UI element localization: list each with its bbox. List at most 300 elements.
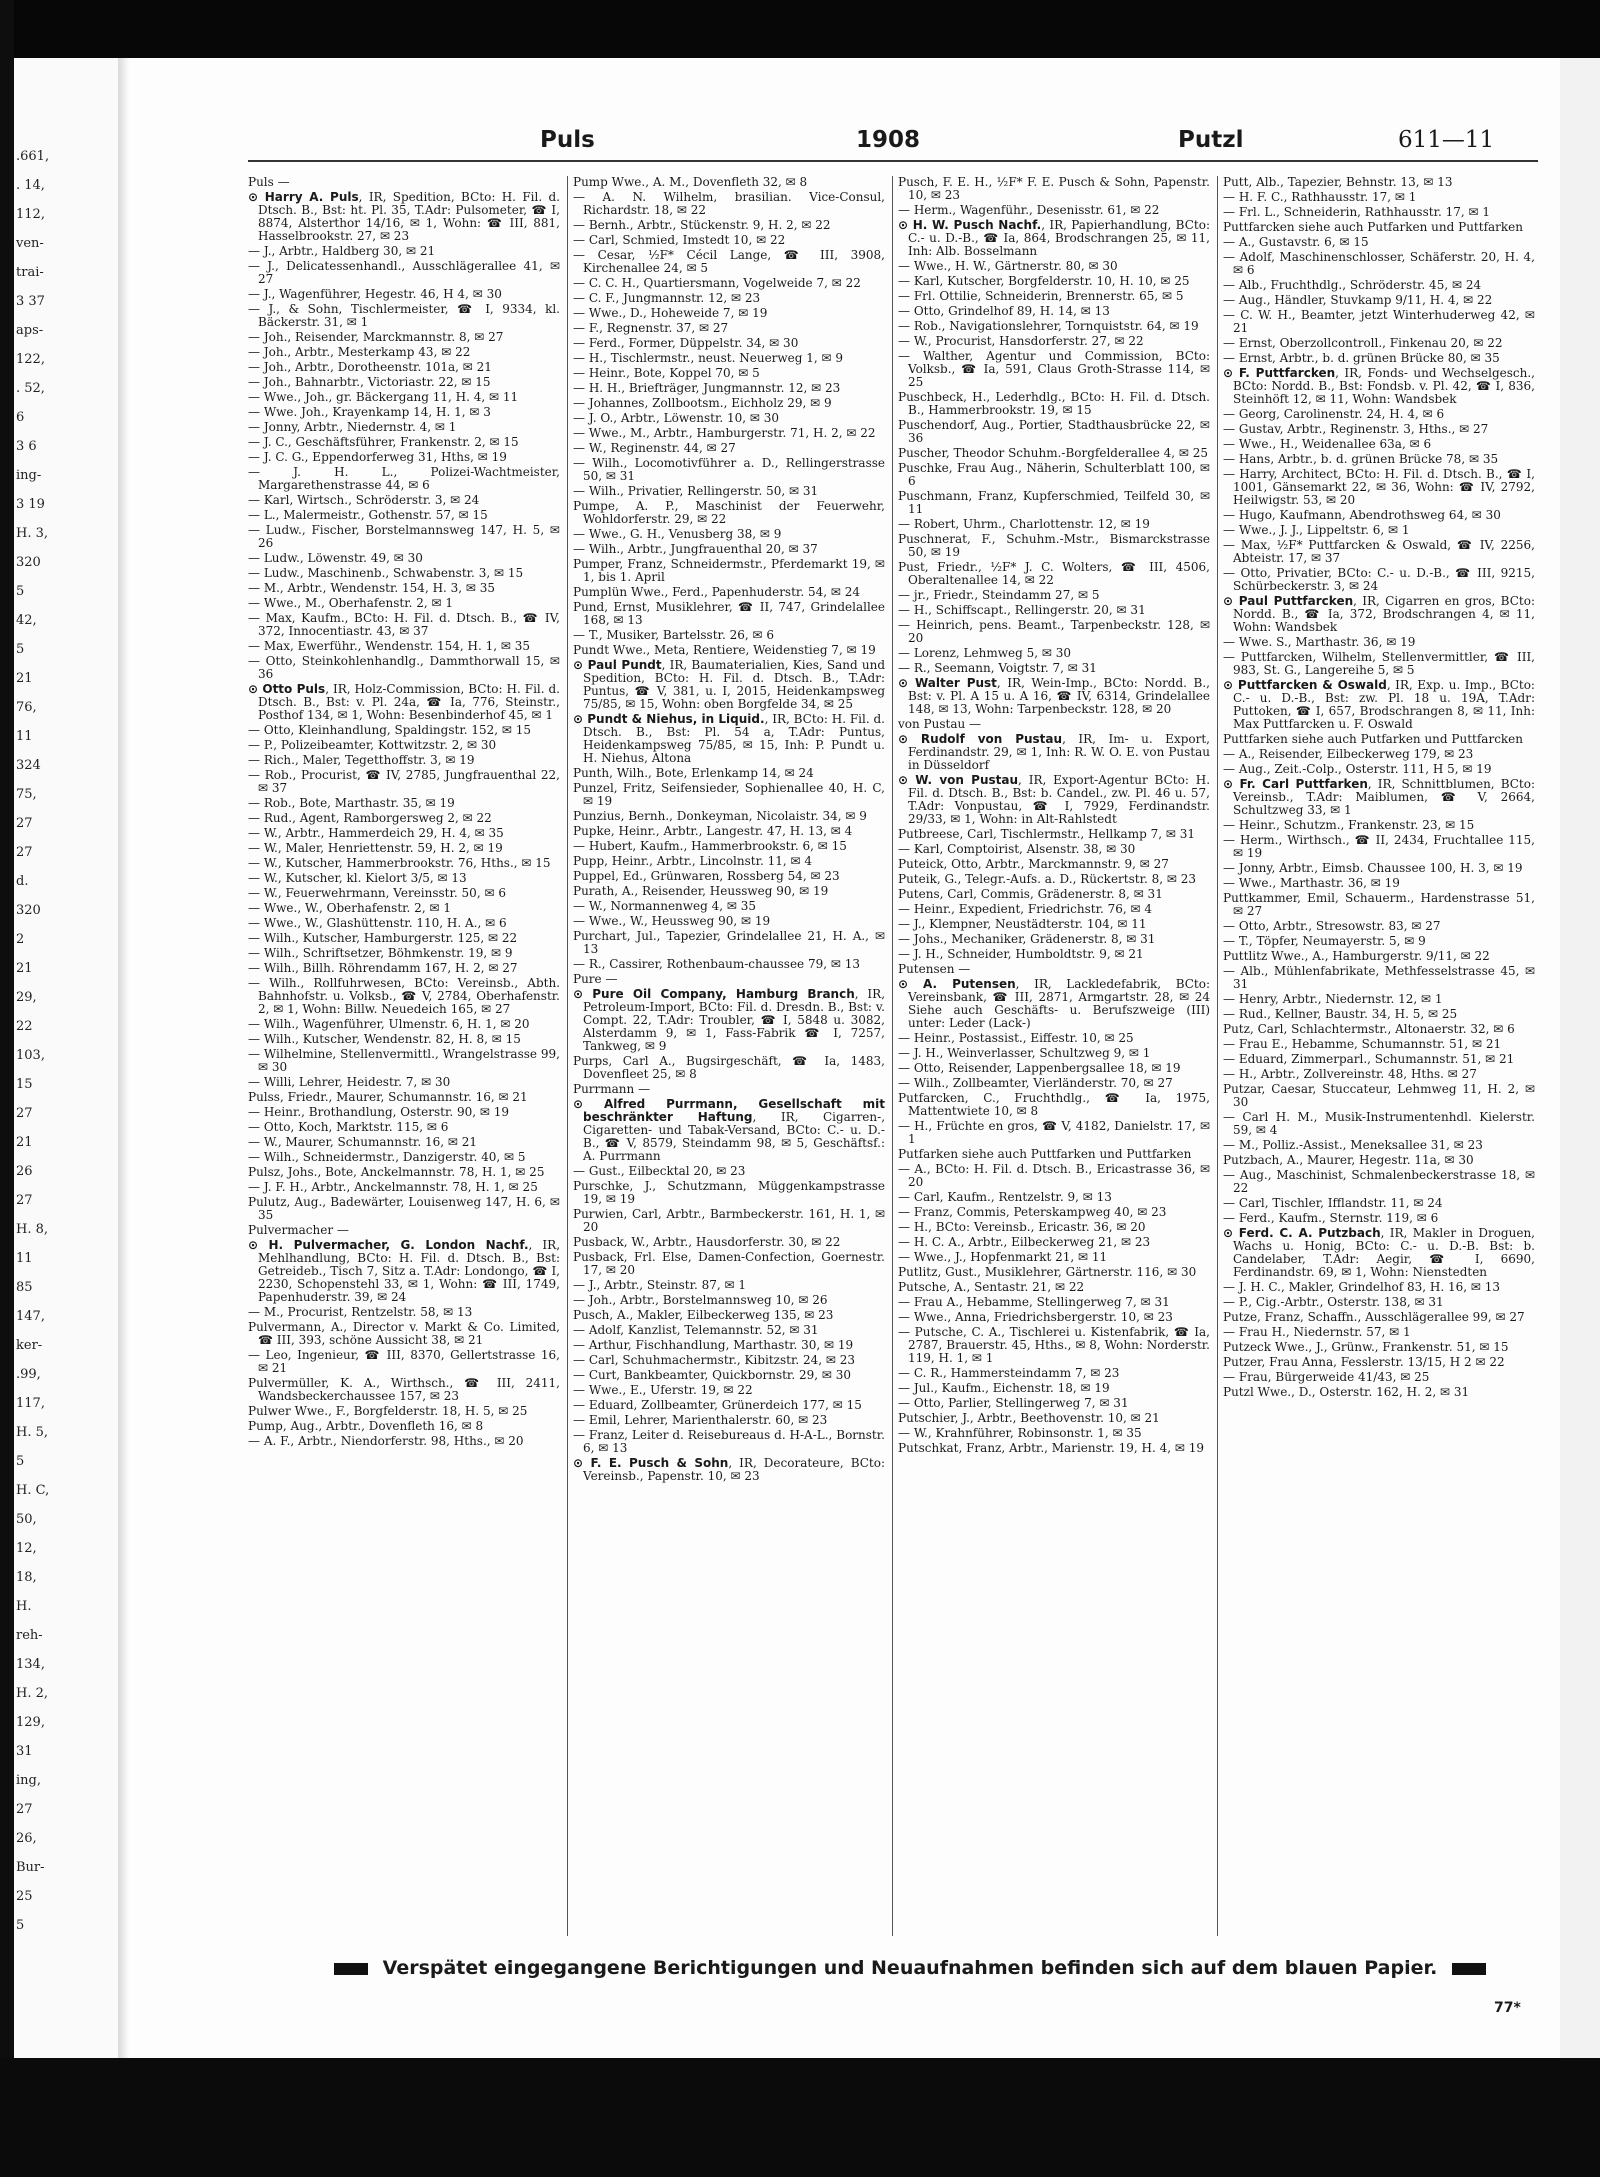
previous-page-fragment: 27	[16, 845, 33, 860]
previous-page-fragment: 27	[16, 816, 33, 831]
directory-entry: — A. N. Wilhelm, brasilian. Vice-Consul, Richardstr. 18, ✉ 22	[573, 190, 885, 217]
directory-entry: — Wwe., W., Heussweg 90, ✉ 19	[573, 914, 771, 928]
previous-page-fragment: ven-	[16, 236, 44, 251]
directory-entry: Purath, A., Reisender, Heussweg 90, ✉ 19	[573, 884, 829, 898]
directory-entry: Puppel, Ed., Grünwaren, Rossberg 54, ✉ 23	[573, 869, 840, 883]
directory-entry: — Hans, Arbtr., b. d. grünen Brücke 78, ✉ 35	[1223, 452, 1499, 466]
directory-entry: — Ernst, Oberzollcontroll., Finkenau 20, ✉ 22	[1223, 336, 1503, 350]
directory-entry: — H. H., Briefträger, Jungmannstr. 12, ✉ 23	[573, 381, 841, 395]
directory-entry: Pumplün Wwe., Ferd., Papenhuderstr. 54, ✉ 24	[573, 585, 860, 599]
directory-entry: ⊙ F. E. Pusch & Sohn, IR, Decorateure, BCto: Vereinsb., Papenstr. 10, ✉ 23	[573, 1456, 885, 1483]
directory-entry: — Wilh., Kutscher, Wendenstr. 82, H. 8, ✉ 15	[248, 1032, 521, 1046]
previous-page-fragment: 3 6	[16, 439, 37, 454]
directory-entry: — Cesar, ½F* Cécil Lange, ☎ III, 3908, Kirchenallee 24, ✉ 5	[573, 248, 885, 275]
previous-page-fragment: H. 2,	[16, 1686, 49, 1701]
directory-entry: ⊙ W. von Pustau, IR, Export-Agentur BCto: H. Fil. d. Dtsch. B., Bst: b. Candel., zw. Pl. 46 u. 57, T.Adr: Vonpustau, ☎ I, 7929, Ferdinandstr. 29/33, ✉ 1, Wohn: in Alt-Rahlstedt	[898, 773, 1210, 826]
directory-entry: Puttkammer, Emil, Schauerm., Hardenstrasse 51, ✉ 27	[1223, 891, 1535, 918]
directory-entry: — Rob., Procurist, ☎ IV, 2785, Jungfrauenthal 22, ✉ 37	[248, 768, 560, 795]
directory-entry: — W., Feuerwehrmann, Vereinsstr. 50, ✉ 6	[248, 886, 506, 900]
directory-entry: ⊙ A. Putensen, IR, Lackledefabrik, BCto: Vereinsbank, ☎ III, 2871, Armgartstr. 28, ✉ 24 Siehe auch Geschäfts- u. Berufszweige (III) unter: Leder (Lack-)	[898, 977, 1210, 1030]
directory-entry: Pund, Ernst, Musiklehrer, ☎ II, 747, Grindelallee 168, ✉ 13	[573, 600, 885, 627]
directory-entry: — J., Klempner, Neustädterstr. 104, ✉ 11	[898, 917, 1147, 931]
directory-entry: — M., Procurist, Rentzelstr. 58, ✉ 13	[248, 1305, 473, 1319]
directory-entry: Putzer, Frau Anna, Fesslerstr. 13/15, H 2 ✉ 22	[1223, 1355, 1505, 1369]
directory-entry: — Aug., Händler, Stuvkamp 9/11, H. 4, ✉ 22	[1223, 293, 1493, 307]
previous-page-fragment: .99,	[16, 1367, 41, 1382]
directory-entry: ⊙ F. Puttfarcken, IR, Fonds- und Wechselgesch., BCto: Nordd. B., Bst: Fondsb. v. Pl. 42, ☎ I, 836, Steinhöft 12, ✉ 11, Wohn: Wandsbek	[1223, 366, 1535, 406]
directory-entry: — Eduard, Zimmerparl., Schumannstr. 51, ✉ 21	[1223, 1052, 1515, 1066]
directory-entry: — Wilh., Wagenführer, Ulmenstr. 6, H. 1, ✉ 20	[248, 1017, 530, 1031]
directory-entry: — Wwe., M., Arbtr., Hamburgerstr. 71, H. 2, ✉ 22	[573, 426, 876, 440]
directory-entry: — W., Maler, Henriettenstr. 59, H. 2, ✉ 19	[248, 841, 503, 855]
directory-entry: — Joh., Bahnarbtr., Victoriastr. 22, ✉ 15	[248, 375, 491, 389]
directory-entry: — C. W. H., Beamter, jetzt Winterhuderweg 42, ✉ 21	[1223, 308, 1535, 335]
directory-entry: Putzar, Caesar, Stuccateur, Lehmweg 11, H. 2, ✉ 30	[1223, 1082, 1535, 1109]
directory-entry: — Max, Ewerführ., Wendenstr. 154, H. 1, ✉ 35	[248, 639, 531, 653]
directory-entry: Putbreese, Carl, Tischlermstr., Hellkamp 7, ✉ 31	[898, 827, 1195, 841]
directory-entry: — Ludw., Maschinenb., Schwabenstr. 3, ✉ 15	[248, 566, 524, 580]
directory-entry: — Max, Kaufm., BCto: H. Fil. d. Dtsch. B., ☎ IV, 372, Innocentiastr. 43, ✉ 37	[248, 611, 560, 638]
directory-entry: — Franz, Leiter d. Reisebureaus d. H-A-L., Bornstr. 6, ✉ 13	[573, 1428, 885, 1455]
directory-column-3	[898, 176, 1210, 1457]
running-head-left: Puls	[540, 127, 595, 153]
directory-entry: ⊙ Fr. Carl Puttfarken, IR, Schnittblumen, BCto: Vereinsb., T.Adr: Maiblumen, ☎ V, 2664, Schultzweg 33, ✉ 1	[1223, 777, 1535, 817]
previous-page-fragment: d.	[16, 874, 29, 889]
directory-entry: Pulsz, Johs., Bote, Anckelmannstr. 78, H. 1, ✉ 25	[248, 1165, 545, 1179]
previous-page-fragment: 21	[16, 961, 33, 976]
directory-entry: — Heinr., Brothandlung, Osterstr. 90, ✉ 19	[248, 1105, 510, 1119]
directory-entry: — J., Arbtr., Steinstr. 87, ✉ 1	[573, 1278, 747, 1292]
previous-page-fragment: 21	[16, 671, 33, 686]
directory-entry: — Karl, Wirtsch., Schröderstr. 3, ✉ 24	[248, 493, 480, 507]
directory-entry: — Wwe., H., Weidenallee 63a, ✉ 6	[1223, 437, 1432, 451]
directory-entry: Putensen —	[898, 962, 971, 976]
previous-page-fragment: 117,	[16, 1396, 45, 1411]
previous-page-fragment: 22	[16, 1019, 33, 1034]
previous-page-fragment: 320	[16, 555, 41, 570]
directory-entry: — Arthur, Fischhandlung, Marthastr. 30, ✉ 19	[573, 1338, 854, 1352]
directory-entry: — Karl, Kutscher, Borgfelderstr. 10, H. 10, ✉ 25	[898, 274, 1190, 288]
directory-entry: Purchart, Jul., Tapezier, Grindelallee 21, H. A., ✉ 13	[573, 929, 885, 956]
directory-entry: — Frl. Ottilie, Schneiderin, Brennerstr. 65, ✉ 5	[898, 289, 1184, 303]
directory-entry: — Otto, Reisender, Lappenbergsallee 18, ✉ 19	[898, 1061, 1181, 1075]
pointing-hand-left-icon	[334, 1963, 368, 1975]
directory-entry: — Wilh., Arbtr., Jungfrauenthal 20, ✉ 37	[573, 542, 818, 556]
previous-page-fragment: 27	[16, 1193, 33, 1208]
previous-page-fragment: ker-	[16, 1338, 43, 1353]
directory-entry: Puteick, Otto, Arbtr., Marckmannstr. 9, ✉ 27	[898, 857, 1169, 871]
directory-entry: — Otto, Kleinhandlung, Spaldingstr. 152, ✉ 15	[248, 723, 532, 737]
directory-entry: — Wwe., J. J., Lippeltstr. 6, ✉ 1	[1223, 523, 1410, 537]
previous-page-fragment: 25	[16, 1889, 33, 1904]
directory-entry: — C. C. H., Quartiersmann, Vogelweide 7, ✉ 22	[573, 276, 861, 290]
directory-entry: — J., Arbtr., Haldberg 30, ✉ 21	[248, 244, 436, 258]
directory-entry: — H., Schiffscapt., Rellingerstr. 20, ✉ 31	[898, 603, 1146, 617]
directory-entry: — Rich., Maler, Tegetthoffstr. 3, ✉ 19	[248, 753, 475, 767]
directory-entry: Punth, Wilh., Bote, Erlenkamp 14, ✉ 24	[573, 766, 814, 780]
directory-entry: — Wilh., Zollbeamter, Vierländerstr. 70, ✉ 27	[898, 1076, 1173, 1090]
directory-entry: — Alb., Mühlenfabrikate, Methfesselstrasse 45, ✉ 31	[1223, 964, 1535, 991]
directory-entry: Putzeck Wwe., J., Grünw., Frankenstr. 51, ✉ 15	[1223, 1340, 1509, 1354]
directory-entry: — Otto, Grindelhof 89, H. 14, ✉ 13	[898, 304, 1110, 318]
column-separator	[567, 176, 568, 1936]
previous-page-fragment: H.	[16, 1599, 32, 1614]
column-separator	[892, 176, 893, 1936]
directory-entry: — C. R., Hammersteindamm 7, ✉ 23	[898, 1366, 1120, 1380]
directory-entry: — Adolf, Kanzlist, Telemannstr. 52, ✉ 31	[573, 1323, 819, 1337]
directory-entry: — Wwe., D., Hoheweide 7, ✉ 19	[573, 306, 768, 320]
directory-entry: — Emil, Lehrer, Marienthalerstr. 60, ✉ 23	[573, 1413, 828, 1427]
directory-entry: — Carl, Kaufm., Rentzelstr. 9, ✉ 13	[898, 1190, 1112, 1204]
directory-entry: — Henry, Arbtr., Niedernstr. 12, ✉ 1	[1223, 992, 1443, 1006]
directory-entry: — H. F. C., Rathhausstr. 17, ✉ 1	[1223, 190, 1417, 204]
directory-entry: — Wwe., E., Uferstr. 19, ✉ 22	[573, 1383, 753, 1397]
directory-entry: — J. H., Schneider, Humboldtstr. 9, ✉ 21	[898, 947, 1144, 961]
previous-page-fragment: H. 3,	[16, 526, 49, 541]
directory-entry: — Wwe., Anna, Friedrichsbergerstr. 10, ✉ 23	[898, 1310, 1173, 1324]
directory-entry: — W., Krahnführer, Robinsonstr. 1, ✉ 35	[898, 1426, 1142, 1440]
previous-page-fragment: 85	[16, 1280, 33, 1295]
previous-page-fragment: 75,	[16, 787, 37, 802]
directory-entry: Putzbach, A., Maurer, Hegestr. 11a, ✉ 30	[1223, 1153, 1474, 1167]
directory-entry: — T., Musiker, Bartelsstr. 26, ✉ 6	[573, 628, 774, 642]
directory-entry: ⊙ Pundt & Niehus, in Liquid., IR, BCto: H. Fil. d. Dtsch. B., Bst: Pl. 54 a, T.Adr: Puntus, Heidenkampsweg 75/85, ✉ 15, Inh: P. Pundt u. H. Niehus, Altona	[573, 712, 885, 765]
directory-entry: von Pustau —	[898, 717, 982, 731]
previous-page-fragment: 134,	[16, 1657, 45, 1672]
directory-entry: Putens, Carl, Commis, Grädenerstr. 8, ✉ 31	[898, 887, 1163, 901]
directory-entry: — Robert, Uhrm., Charlottenstr. 12, ✉ 19	[898, 517, 1150, 531]
directory-entry: ⊙ Otto Puls, IR, Holz-Commission, BCto: H. Fil. d. Dtsch. B., Bst: v. Pl. 24a, ☎ Ia, 776, Steinstr., Posthof 134, ✉ 1, Wohn: Besenbinderhof 45, ✉ 1	[248, 682, 560, 722]
directory-entry: Puteik, G., Telegr.-Aufs. a. D., Rückertstr. 8, ✉ 23	[898, 872, 1197, 886]
directory-entry: — F., Regnenstr. 37, ✉ 27	[573, 321, 729, 335]
directory-entry: — W., Reginenstr. 44, ✉ 27	[573, 441, 736, 455]
directory-entry: Pusch, A., Makler, Eilbeckerweg 135, ✉ 23	[573, 1308, 834, 1322]
previous-page-fragment: 21	[16, 1135, 33, 1150]
previous-page-fragment: ing-	[16, 468, 42, 483]
directory-entry: — Wwe., W., Oberhafenstr. 2, ✉ 1	[248, 901, 451, 915]
directory-entry: ⊙ Puttfarcken & Oswald, IR, Exp. u. Imp., BCto: C.- u. D.-B., Bst: zw. Pl. 18 u. 19A, T.Adr: Puttoken, ☎ I, 657, Brodschrangen 8, ✉ 11, Inh: Max Puttfarcken u. F. Oswald	[1223, 678, 1535, 731]
directory-entry: — Harry, Architect, BCto: H. Fil. d. Dtsch. B., ☎ I, 1001, Gänsemarkt 22, ✉ 36, Wohn: ☎ IV, 2792, Heilwigstr. 53, ✉ 20	[1223, 467, 1535, 507]
previous-page-fragment: 147,	[16, 1309, 45, 1324]
directory-entry: Pulvermann, A., Director v. Markt & Co. Limited, ☎ III, 393, schöne Aussicht 38, ✉ 21	[248, 1320, 560, 1347]
header-rule	[248, 160, 1538, 162]
directory-entry: — Carl H. M., Musik-Instrumentenhdl. Kielerstr. 59, ✉ 4	[1223, 1110, 1535, 1137]
directory-entry: — A., Gustavstr. 6, ✉ 15	[1223, 235, 1369, 249]
directory-entry: — Gust., Eilbecktal 20, ✉ 23	[573, 1164, 746, 1178]
directory-entry: Putzl Wwe., D., Osterstr. 162, H. 2, ✉ 31	[1223, 1385, 1470, 1399]
directory-entry: — J., Wagenführer, Hegestr. 46, H 4, ✉ 30	[248, 287, 502, 301]
directory-entry: — Wwe., Joh., gr. Bäckergang 11, H. 4, ✉ 11	[248, 390, 519, 404]
directory-entry: — Leo, Ingenieur, ☎ III, 8370, Gellertstrasse 16, ✉ 21	[248, 1348, 560, 1375]
directory-entry: — Wilh., Schriftsetzer, Böhmkenstr. 19, ✉ 9	[248, 946, 513, 960]
directory-entry: — Frl. L., Schneiderin, Rathhausstr. 17, ✉ 1	[1223, 205, 1491, 219]
directory-entry: Putsche, A., Sentastr. 21, ✉ 22	[898, 1280, 1085, 1294]
directory-entry: — Johannes, Zollbootsm., Eichholz 29, ✉ 9	[573, 396, 832, 410]
directory-entry: — Hugo, Kaufmann, Abendrothsweg 64, ✉ 30	[1223, 508, 1501, 522]
directory-entry: — Jonny, Arbtr., Niedernstr. 4, ✉ 1	[248, 420, 457, 434]
previous-page-fragment: 31	[16, 1744, 33, 1759]
directory-entry: Putschkat, Franz, Arbtr., Marienstr. 19, H. 4, ✉ 19	[898, 1441, 1205, 1455]
pointing-hand-right-icon	[1452, 1963, 1486, 1975]
directory-entry: — Puttfarcken, Wilhelm, Stellenvermittler, ☎ III, 983, St. G., Langereihe 5, ✉ 5	[1223, 650, 1535, 677]
directory-entry: ⊙ Walter Pust, IR, Wein-Imp., BCto: Nordd. B., Bst: v. Pl. A 15 u. A 16, ☎ IV, 6314, Grindelallee 148, ✉ 13, Wohn: Tarpenbeckstr. 128, ✉ 20	[898, 676, 1210, 716]
directory-entry: Putz, Carl, Schlachtermstr., Altonaerstr. 32, ✉ 6	[1223, 1022, 1515, 1036]
directory-entry: — Willi, Lehrer, Heidestr. 7, ✉ 30	[248, 1075, 451, 1089]
directory-entry: — W., Normannenweg 4, ✉ 35	[573, 899, 757, 913]
directory-entry: — Rob., Bote, Marthastr. 35, ✉ 19	[248, 796, 455, 810]
directory-entry: — Wwe., J., Hopfenmarkt 21, ✉ 11	[898, 1250, 1108, 1264]
directory-entry: — M., Arbtr., Wendenstr. 154, H. 3, ✉ 35	[248, 581, 496, 595]
directory-entry: — J. H., Weinverlasser, Schultzweg 9, ✉ 1	[898, 1046, 1151, 1060]
previous-page-fragment: H. 8,	[16, 1222, 49, 1237]
directory-entry: — J. C., Geschäftsführer, Frankenstr. 2, ✉ 15	[248, 435, 519, 449]
directory-entry: — Gustav, Arbtr., Reginenstr. 3, Hths., ✉ 27	[1223, 422, 1489, 436]
directory-entry: — Karl, Comptoirist, Alsenstr. 38, ✉ 30	[898, 842, 1136, 856]
directory-entry: — Eduard, Zollbeamter, Grünerdeich 177, ✉ 15	[573, 1398, 862, 1412]
previous-page-fragment: 112,	[16, 207, 45, 222]
directory-entry: — W., Kutscher, Hammerbrookstr. 76, Hths., ✉ 15	[248, 856, 551, 870]
directory-entry: Pupp, Heinr., Arbtr., Lincolnstr. 11, ✉ 4	[573, 854, 813, 868]
directory-entry: — Max, ½F* Puttfarcken & Oswald, ☎ IV, 2256, Abteistr. 17, ✉ 37	[1223, 538, 1535, 565]
directory-entry: — Carl, Schuhmachermstr., Kibitzstr. 24, ✉ 23	[573, 1353, 856, 1367]
directory-entry: — Aug., Maschinist, Schmalenbeckerstrasse 18, ✉ 22	[1223, 1168, 1535, 1195]
directory-entry: ⊙ Harry A. Puls, IR, Spedition, BCto: H. Fil. d. Dtsch. B., Bst: ht. Pl. 35, T.Adr: Pulsometer, ☎ I, 8874, Alsterthor 14/16, ✉ 1, Wohn: ☎ III, 881, Hasselbrookstr. 27, ✉ 23	[248, 190, 560, 243]
directory-entry: — Frau H., Niedernstr. 57, ✉ 1	[1223, 1325, 1411, 1339]
running-head-year: 1908	[856, 127, 921, 153]
directory-entry: — Otto, Steinkohlenhandlg., Dammthorwall 15, ✉ 36	[248, 654, 560, 681]
previous-page-fragment: 5	[16, 1454, 25, 1469]
directory-entry: — Wilh., Billh. Röhrendamm 167, H. 2, ✉ 27	[248, 961, 518, 975]
directory-entry: — Rud., Kellner, Baustr. 34, H. 5, ✉ 25	[1223, 1007, 1458, 1021]
previous-page-fragment: 320	[16, 903, 41, 918]
directory-entry: — Hubert, Kaufm., Hammerbrookstr. 6, ✉ 15	[573, 839, 847, 853]
directory-entry: — Wilh., Locomotivführer a. D., Rellingerstrasse 50, ✉ 31	[573, 456, 885, 483]
previous-page-fragment: 3 37	[16, 294, 45, 309]
directory-entry: — Curt, Bankbeamter, Quickbornstr. 29, ✉ 30	[573, 1368, 852, 1382]
directory-entry: Puschbeck, H., Lederhdlg., BCto: H. Fil. d. Dtsch. B., Hammerbrookstr. 19, ✉ 15	[898, 390, 1210, 417]
directory-entry: — P., Cig.-Arbtr., Osterstr. 138, ✉ 31	[1223, 1295, 1444, 1309]
directory-column-4	[1223, 176, 1535, 1401]
directory-entry: — Wilh., Schneidermstr., Danzigerstr. 40, ✉ 5	[248, 1150, 526, 1164]
previous-page-fragment: 5	[16, 584, 25, 599]
directory-entry: ⊙ H. Pulvermacher, G. London Nachf., IR, Mehlhandlung, BCto: H. Fil. d. Dtsch. B., Bst: Getreideb., Tisch 7, Sitz a. T.Adr: Londongo, ☎ I, 2230, Schopenstehl 33, ✉ 1, Wohn: ☎ III, 1749, Papenhuderstr. 39, ✉ 24	[248, 1238, 560, 1304]
directory-entry: — Georg, Carolinenstr. 24, H. 4, ✉ 6	[1223, 407, 1445, 421]
directory-entry: — Otto, Arbtr., Stresowstr. 83, ✉ 27	[1223, 919, 1441, 933]
previous-page-fragment: 11	[16, 1251, 33, 1266]
directory-entry: — Adolf, Maschinenschlosser, Schäferstr. 20, H. 4, ✉ 6	[1223, 250, 1535, 277]
directory-entry: — Carl, Tischler, Ifflandstr. 11, ✉ 24	[1223, 1196, 1443, 1210]
directory-column-2	[573, 176, 885, 1485]
directory-entry: — Wilh., Rollfuhrwesen, BCto: Vereinsb., Abth. Bahnhofstr. u. Volksb., ☎ V, 2784, Oberhafenstr. 2, ✉ 1, Wohn: Billw. Neuedeich 165, ✉ 27	[248, 976, 560, 1016]
directory-entry: — R., Seemann, Voigtstr. 7, ✉ 31	[898, 661, 1097, 675]
directory-entry: ⊙ H. W. Pusch Nachf., IR, Papierhandlung, BCto: C.- u. D.-B., ☎ Ia, 864, Brodschrangen 25, ✉ 11, Inh: Alb. Bosselmann	[898, 218, 1210, 258]
directory-entry: — C. F., Jungmannstr. 12, ✉ 23	[573, 291, 761, 305]
directory-entry: — J. C. G., Eppendorferweg 31, Hths, ✉ 19	[248, 450, 507, 464]
directory-entry: Putschier, J., Arbtr., Beethovenstr. 10, ✉ 21	[898, 1411, 1160, 1425]
previous-page-edge	[14, 58, 119, 2058]
directory-entry: Pust, Friedr., ½F* J. C. Wolters, ☎ III, 4506, Oberaltenallee 14, ✉ 22	[898, 560, 1210, 587]
directory-entry: — Jul., Kaufm., Eichenstr. 18, ✉ 19	[898, 1381, 1110, 1395]
directory-entry: Pulwer Wwe., F., Borgfelderstr. 18, H. 5, ✉ 25	[248, 1404, 528, 1418]
directory-entry: Purwien, Carl, Arbtr., Barmbeckerstr. 161, H. 1, ✉ 20	[573, 1207, 885, 1234]
directory-entry: — Joh., Arbtr., Borstelmannsweg 10, ✉ 26	[573, 1293, 828, 1307]
footer-text: Verspätet eingegangene Berichtigungen und Neuaufnahmen befinden sich auf dem blauen Papier.	[382, 1957, 1438, 1979]
previous-page-fragment: 76,	[16, 700, 37, 715]
directory-entry: Pulss, Friedr., Maurer, Schumannstr. 16, ✉ 21	[248, 1090, 528, 1104]
directory-entry: — Heinr., Expedient, Friedrichstr. 76, ✉ 4	[898, 902, 1153, 916]
scan-border-top	[0, 0, 1600, 58]
directory-entry: Puls —	[248, 176, 290, 189]
directory-entry: — jr., Friedr., Steindamm 27, ✉ 5	[898, 588, 1100, 602]
directory-entry: Pulutz, Aug., Badewärter, Louisenweg 147, H. 6, ✉ 35	[248, 1195, 560, 1222]
directory-entry: — J. F. H., Arbtr., Anckelmannstr. 78, H. 1, ✉ 25	[248, 1180, 538, 1194]
directory-entry: — Ludw., Löwenstr. 49, ✉ 30	[248, 551, 423, 565]
directory-entry: Puschendorf, Aug., Portier, Stadthausbrücke 22, ✉ 36	[898, 418, 1210, 445]
previous-page-fragment: trai-	[16, 265, 44, 280]
directory-entry: — Rud., Agent, Ramborgersweg 2, ✉ 22	[248, 811, 492, 825]
directory-entry: Purschke, J., Schutzmann, Müggenkampstrasse 19, ✉ 19	[573, 1179, 885, 1206]
directory-entry: — L., Malermeistr., Gothenstr. 57, ✉ 15	[248, 508, 488, 522]
directory-entry: — Frau A., Hebamme, Stellingerweg 7, ✉ 31	[898, 1295, 1170, 1309]
scan-margin-right	[1560, 58, 1600, 2058]
directory-entry: — Aug., Zeit.-Colp., Osterstr. 111, H 5, ✉ 19	[1223, 762, 1492, 776]
directory-entry: ⊙ Paul Pundt, IR, Baumaterialien, Kies, Sand und Spedition, BCto: H. Fil. d. Dtsch. B., T.Adr: Puntus, ☎ V, 381, u. I, 2015, Heidenkampsweg 75/85, ✉ 15, Wohn: oben Borgfelde 34, ✉ 25	[573, 658, 885, 711]
directory-entry: Puschke, Frau Aug., Näherin, Schulterblatt 100, ✉ 6	[898, 461, 1210, 488]
directory-entry: — Joh., Reisender, Marckmannstr. 8, ✉ 27	[248, 330, 504, 344]
directory-entry: — Wwe., W., Glashüttenstr. 110, H. A., ✉ 6	[248, 916, 507, 930]
previous-page-fragment: 50,	[16, 1512, 37, 1527]
directory-entry: — Otto, Koch, Marktstr. 115, ✉ 6	[248, 1120, 449, 1134]
directory-entry: Pulvermacher —	[248, 1223, 349, 1237]
directory-entry: — J., Delicatessenhandl., Ausschlägerallee 41, ✉ 27	[248, 259, 560, 286]
previous-page-fragment: 29,	[16, 990, 37, 1005]
directory-entry: — Putsche, C. A., Tischlerei u. Kistenfabrik, ☎ Ia, 2787, Brauerstr. 45, Hths., ✉ 8, Wohn: Norderstr. 119, H. 1, ✉ 1	[898, 1325, 1210, 1365]
directory-entry: — Rob., Navigationslehrer, Tornquiststr. 64, ✉ 19	[898, 319, 1199, 333]
directory-entry: Pumpe, A. P., Maschinist der Feuerwehr, Wohldorferstr. 29, ✉ 22	[573, 499, 885, 526]
directory-entry: Pusch, F. E. H., ½F* F. E. Pusch & Sohn, Papenstr. 10, ✉ 23	[898, 176, 1210, 202]
directory-entry: Pulvermüller, K. A., Wirthsch., ☎ III, 2411, Wandsbeckerchaussee 157, ✉ 23	[248, 1376, 560, 1403]
previous-page-fragment: Bur-	[16, 1860, 45, 1875]
directory-entry: — Wwe., Marthastr. 36, ✉ 19	[1223, 876, 1400, 890]
column-separator	[1217, 176, 1218, 1936]
previous-page-fragment: 5	[16, 1918, 25, 1933]
previous-page-fragment: 26,	[16, 1831, 37, 1846]
directory-entry: — Herm., Wagenführ., Desenisstr. 61, ✉ 22	[898, 203, 1160, 217]
previous-page-fragment: aps-	[16, 323, 44, 338]
directory-entry: — Johs., Mechaniker, Grädenerstr. 8, ✉ 31	[898, 932, 1156, 946]
directory-entry: — M., Polliz.-Assist., Meneksallee 31, ✉ 23	[1223, 1138, 1483, 1152]
directory-entry: — Frau E., Hebamme, Schumannstr. 51, ✉ 21	[1223, 1037, 1502, 1051]
previous-page-fragment: . 14,	[16, 178, 45, 193]
directory-entry: Pure —	[573, 972, 618, 986]
directory-entry: Pusback, W., Arbtr., Hausdorferstr. 30, ✉ 22	[573, 1235, 841, 1249]
directory-entry: — Jonny, Arbtr., Eimsb. Chaussee 100, H. 3, ✉ 19	[1223, 861, 1523, 875]
previous-page-fragment: 18,	[16, 1570, 37, 1585]
directory-entry: — T., Töpfer, Neumayerstr. 5, ✉ 9	[1223, 934, 1426, 948]
previous-page-fragment: 11	[16, 729, 33, 744]
directory-entry: — H. C. A., Arbtr., Eilbeckerweg 21, ✉ 23	[898, 1235, 1151, 1249]
previous-page-fragment: 129,	[16, 1715, 45, 1730]
directory-entry: ⊙ Pure Oil Company, Hamburg Branch, IR, Petroleum-Import, BCto: Fil. d. Dresdn. B., Bst: v. Compt. 22, T.Adr: Troubler, ☎ I, 5848 u. 3082, Alsterdamm 9, ✉ 1, Fass-Fabrik ☎ I, 7257, Tankweg, ✉ 9	[573, 987, 885, 1053]
directory-entry: — Joh., Arbtr., Mesterkamp 43, ✉ 22	[248, 345, 471, 359]
directory-entry: Putfarcken, C., Fruchthdlg., ☎ Ia, 1975, Mattentwiete 10, ✉ 8	[898, 1091, 1210, 1118]
directory-entry: — Bernh., Arbtr., Stückenstr. 9, H. 2, ✉ 22	[573, 218, 831, 232]
directory-entry: Puscher, Theodor Schuhm.-Borgfelderallee 4, ✉ 25	[898, 446, 1209, 460]
directory-entry: — Heinr., Schutzm., Frankenstr. 23, ✉ 15	[1223, 818, 1475, 832]
directory-entry: Pump Wwe., A. M., Dovenfleth 32, ✉ 8	[573, 176, 808, 189]
directory-entry: — Wwe., G. H., Venusberg 38, ✉ 9	[573, 527, 782, 541]
previous-page-fragment: 6	[16, 410, 25, 425]
running-head-right: Putzl	[1178, 127, 1244, 153]
directory-entry: — Frau, Bürgerweide 41/43, ✉ 25	[1223, 1370, 1430, 1384]
directory-entry: — Wilhelmine, Stellenvermittl., Wrangelstrasse 99, ✉ 30	[248, 1047, 560, 1074]
previous-page-fragment: .661,	[16, 149, 50, 164]
directory-entry: — Wilh., Privatier, Rellingerstr. 50, ✉ 31	[573, 484, 819, 498]
previous-page-fragment: 12,	[16, 1541, 37, 1556]
directory-entry: Putze, Franz, Schaffn., Ausschlägerallee 99, ✉ 27	[1223, 1310, 1525, 1324]
directory-entry: Pundt Wwe., Meta, Rentiere, Weidenstieg 7, ✉ 19	[573, 643, 876, 657]
directory-entry: — Wwe. S., Marthastr. 36, ✉ 19	[1223, 635, 1416, 649]
directory-entry: Puschmann, Franz, Kupferschmied, Teilfeld 30, ✉ 11	[898, 489, 1210, 516]
scan-border-left	[0, 0, 14, 2177]
previous-page-fragment: H. C,	[16, 1483, 50, 1498]
previous-page-fragment: 103,	[16, 1048, 45, 1063]
scan-border-bottom	[0, 2058, 1600, 2177]
footer-notice	[290, 1956, 1530, 1980]
directory-entry: — A. F., Arbtr., Niendorferstr. 98, Hths., ✉ 20	[248, 1434, 524, 1448]
previous-page-fragment: 3 19	[16, 497, 45, 512]
directory-entry: — P., Polizeibeamter, Kottwitzstr. 2, ✉ 30	[248, 738, 497, 752]
directory-entry: ⊙ Rudolf von Pustau, IR, Im- u. Export, Ferdinandstr. 29, ✉ 1, Inh: R. W. O. E. von Pustau in Düsseldorf	[898, 732, 1210, 772]
previous-page-fragment: reh-	[16, 1628, 43, 1643]
directory-entry: — A., Reisender, Eilbeckerweg 179, ✉ 23	[1223, 747, 1474, 761]
directory-entry: — J. O., Arbtr., Löwenstr. 10, ✉ 30	[573, 411, 780, 425]
directory-entry: — Heinrich, pens. Beamt., Tarpenbeckstr. 128, ✉ 20	[898, 618, 1210, 645]
directory-entry: — J. H. C., Makler, Grindelhof 83, H. 16, ✉ 13	[1223, 1280, 1501, 1294]
directory-entry: — Wwe., H. W., Gärtnerstr. 80, ✉ 30	[898, 259, 1118, 273]
previous-page-fragment: 15	[16, 1077, 33, 1092]
directory-entry: — H., BCto: Vereinsb., Ericastr. 36, ✉ 20	[898, 1220, 1146, 1234]
directory-entry: — J. H. L., Polizei-Wachtmeister, Margarethenstrasse 44, ✉ 6	[248, 465, 560, 492]
previous-page-fragment: ing,	[16, 1773, 41, 1788]
previous-page-fragment: 27	[16, 1106, 33, 1121]
previous-page-fragment: H. 5,	[16, 1425, 49, 1440]
directory-entry: — Alb., Fruchthdlg., Schröderstr. 45, ✉ 24	[1223, 278, 1482, 292]
directory-entry: Punzel, Fritz, Seifensieder, Sophienallee 40, H. C, ✉ 19	[573, 781, 885, 808]
directory-entry: — Heinr., Postassist., Eiffestr. 10, ✉ 25	[898, 1031, 1134, 1045]
directory-entry: ⊙ Ferd. C. A. Putzbach, IR, Makler in Droguen, Wachs u. Honig, BCto: C.- u. D.-B. Bst: b. Candelaber, T.Adr: Aegir, ☎ I, 6690, Ferdinandstr. 69, ✉ 1, Wohn: Nienstedten	[1223, 1226, 1535, 1279]
directory-entry: Puttfarcken siehe auch Putfarken und Puttfarken	[1223, 220, 1524, 234]
previous-page-fragment: 42,	[16, 613, 37, 628]
previous-page-fragment: 26	[16, 1164, 33, 1179]
directory-entry: Putlitz, Gust., Musiklehrer, Gärtnerstr. 116, ✉ 30	[898, 1265, 1197, 1279]
directory-entry: — H., Tischlermstr., neust. Neuerweg 1, ✉ 9	[573, 351, 844, 365]
directory-entry: — Otto, Parlier, Stellingerweg 7, ✉ 31	[898, 1396, 1129, 1410]
directory-entry: Purrmann —	[573, 1082, 651, 1096]
directory-entry: — W., Arbtr., Hammerdeich 29, H. 4, ✉ 35	[248, 826, 504, 840]
directory-entry: Punzius, Bernh., Donkeyman, Nicolaistr. 34, ✉ 9	[573, 809, 867, 823]
signature-mark: 77*	[1494, 2000, 1521, 2016]
previous-page-fragment: 324	[16, 758, 41, 773]
directory-entry: — W., Kutscher, kl. Kielort 3/5, ✉ 13	[248, 871, 467, 885]
page-number: 611—11	[1398, 127, 1495, 153]
directory-entry: — W., Procurist, Hansdorferstr. 27, ✉ 22	[898, 334, 1144, 348]
directory-entry: — Otto, Privatier, BCto: C.- u. D.-B., ☎ III, 9215, Schürbeckerstr. 3, ✉ 24	[1223, 566, 1535, 593]
directory-entry: — Walther, Agentur und Commission, BCto: Volksb., ☎ Ia, 591, Claus Groth-Strasse 114, ✉ 25	[898, 349, 1210, 389]
directory-entry: Pump, Aug., Arbtr., Dovenfleth 16, ✉ 8	[248, 1419, 484, 1433]
directory-entry: — Wwe., M., Oberhafenstr. 2, ✉ 1	[248, 596, 454, 610]
directory-entry: Puttfarken siehe auch Putfarken und Puttfarcken	[1223, 732, 1524, 746]
